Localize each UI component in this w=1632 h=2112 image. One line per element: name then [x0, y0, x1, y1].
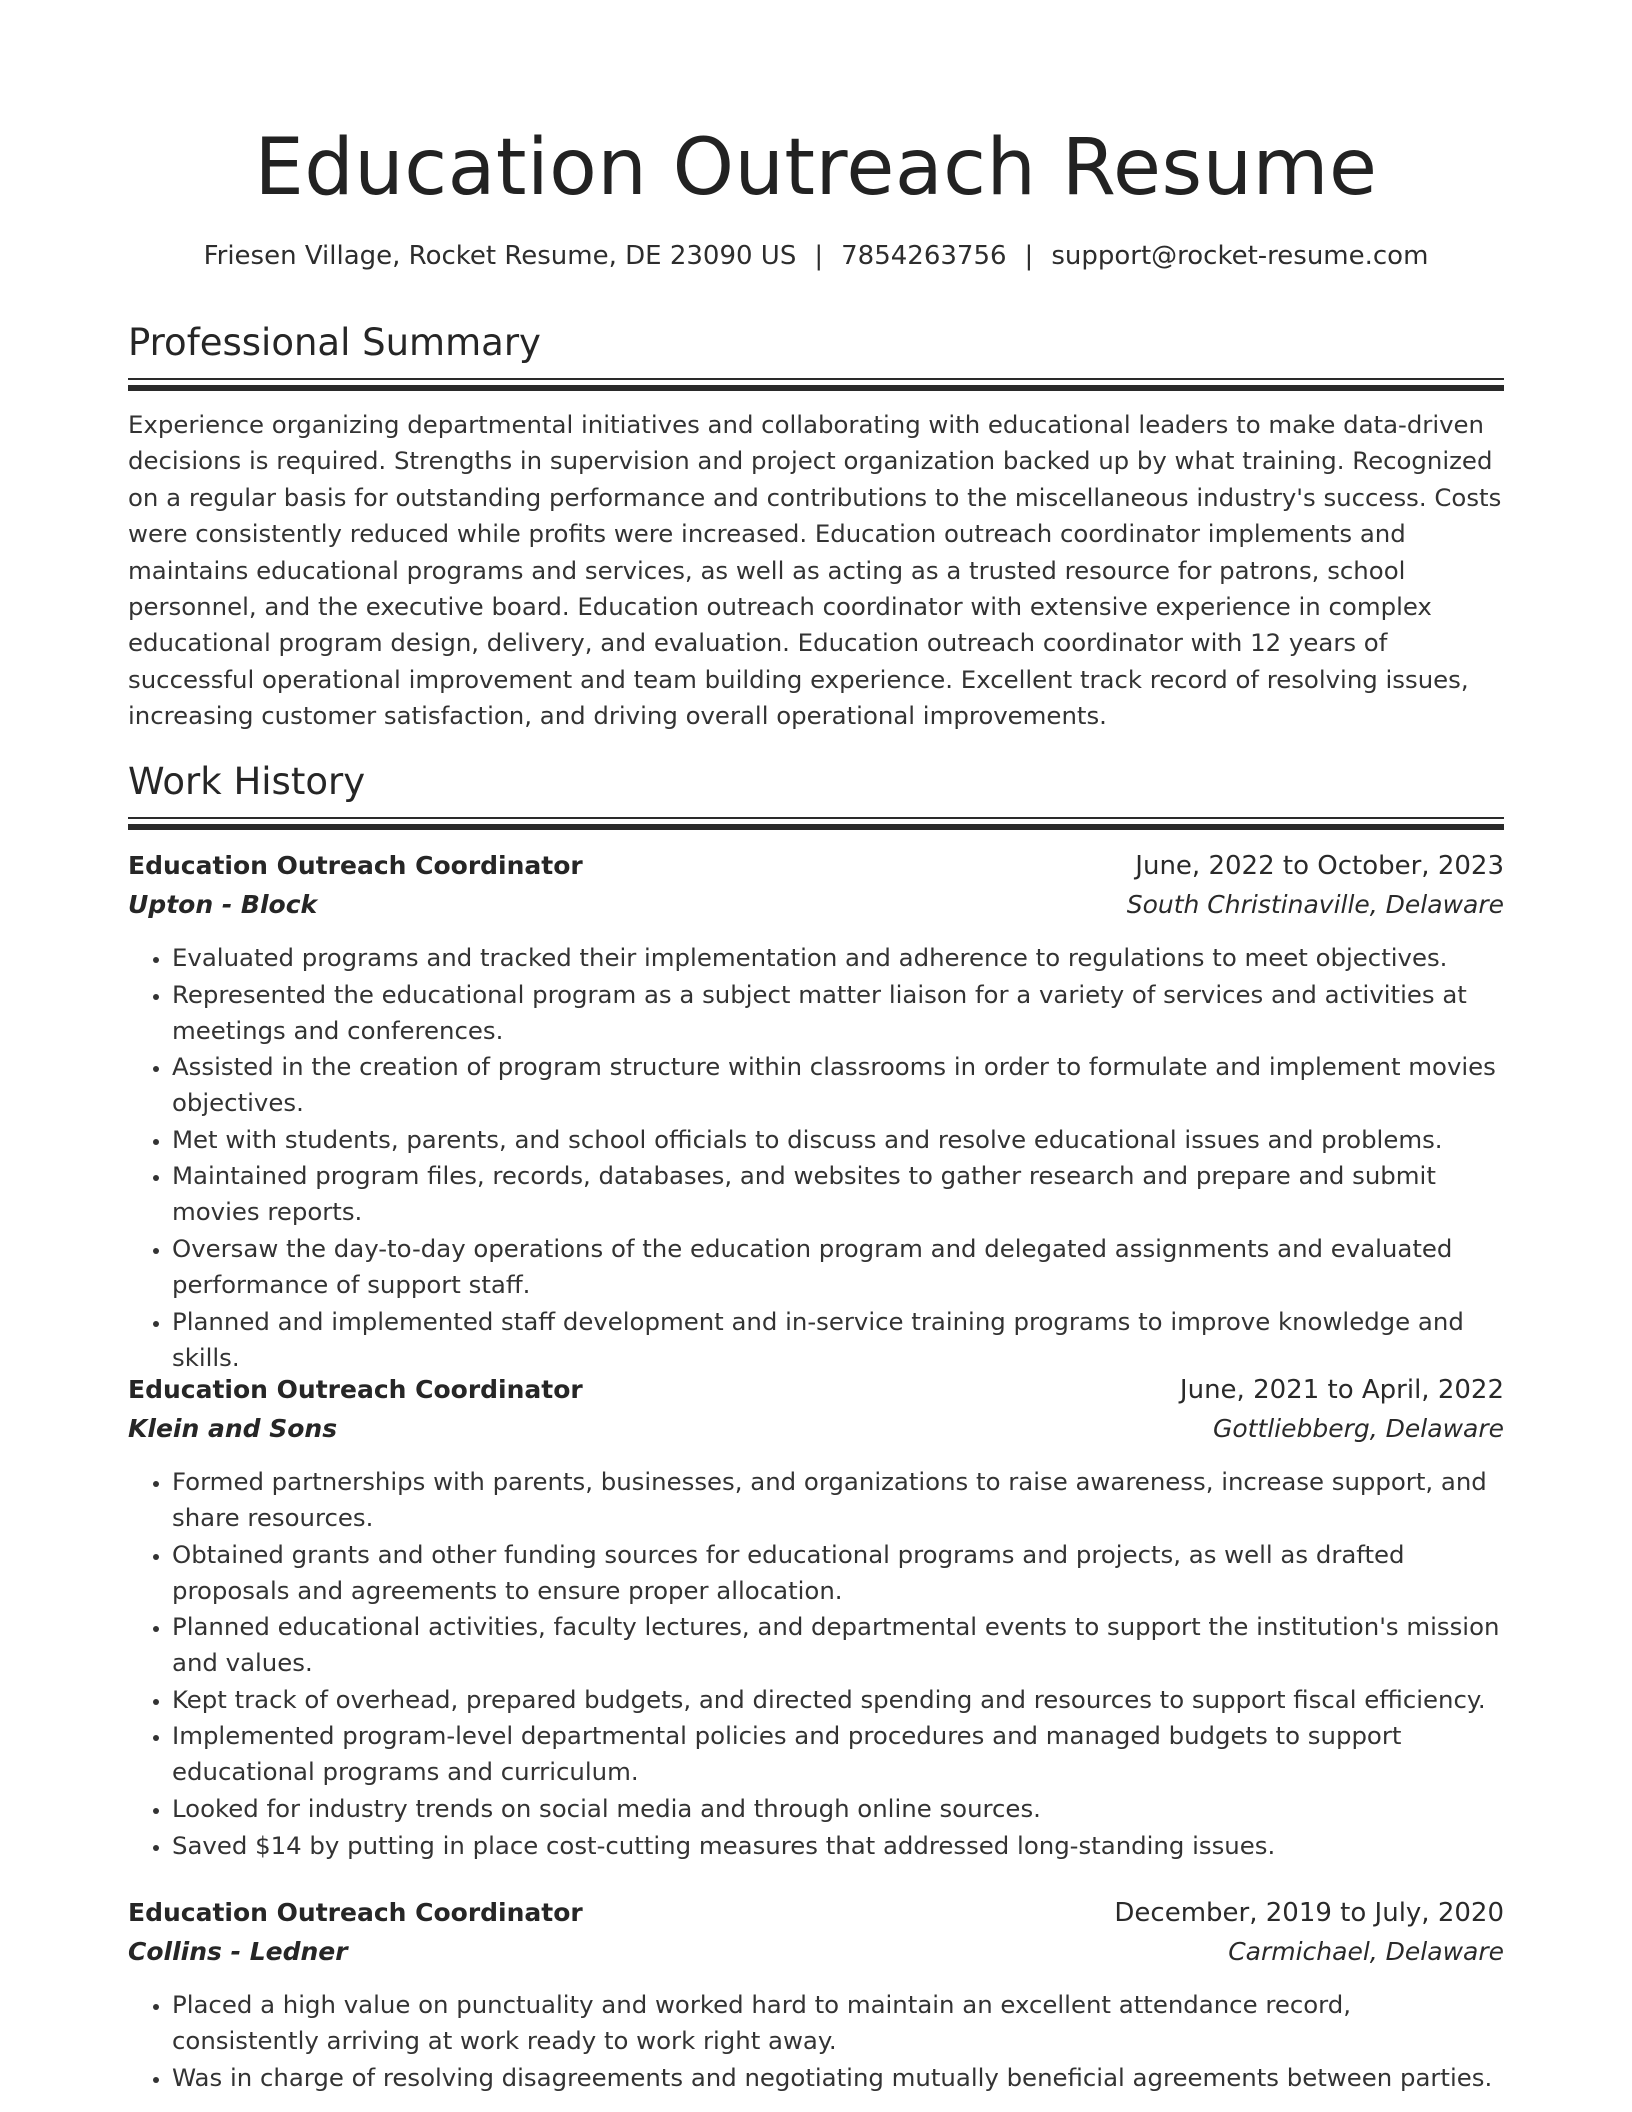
job-bullet: • Obtained grants and other funding sources for educational programs and projects, as well as drafted proposals and agreements to ensure proper allocation. [172, 1537, 1504, 1609]
job-header-row [128, 846, 1504, 886]
job-company: Collins - Ledner [128, 1937, 348, 1966]
job-bullet: • Placed a high value on punctuality and worked hard to maintain an excellent attendance record, consistently arriving at work ready to work right away. [172, 1987, 1504, 2059]
job-location: Gottliebberg, Delaware [1212, 1414, 1504, 1443]
work-history-section-header [128, 757, 1504, 807]
job-bullet: • Implemented program-level departmental policies and procedures and managed budgets to support educational programs and curriculum. [172, 1718, 1504, 1790]
job-title: Education Outreach Coordinator [128, 1375, 583, 1404]
job-bullet: • Evaluated programs and tracked their implementation and adherence to regulations to meet objectives. [172, 940, 1504, 976]
job-dates: June, 2021 to April, 2022 [1179, 1375, 1504, 1405]
job-header-row [128, 1370, 1504, 1410]
job-entry [128, 1370, 1504, 1864]
job-bullet-list [128, 940, 1504, 1376]
job-bullet-list [128, 1464, 1504, 1864]
job-company-row [128, 1933, 1504, 1973]
section-heading: Work History [128, 760, 366, 803]
contact-address: Friesen Village, Rocket Resume, DE 23090 US [203, 241, 797, 271]
job-location: Carmichael, Delaware [1228, 1937, 1504, 1966]
job-location: South Christinaville, Delaware [1126, 890, 1504, 919]
job-title: Education Outreach Coordinator [128, 1898, 583, 1927]
section-divider-thick [128, 385, 1504, 391]
job-bullet: • Formed partnerships with parents, businesses, and organizations to raise awareness, increase support, and share resources. [172, 1464, 1504, 1536]
job-bullet: • Assisted in the creation of program structure within classrooms in order to formulate and implement movies objectives. [172, 1049, 1504, 1121]
contact-separator: | [1024, 241, 1034, 271]
summary-text: Experience organizing departmental initiatives and collaborating with educational leaders to make data-driven decisions is required. Strengths in supervision and project organization backed up by what training. Recognized on a regular basis for outstanding performance and contributions to the miscellaneous industry's success. Costs were consistently reduced while profits were increased. Education outreach coordinator implements and maintains educational programs and services, as well as acting as a trusted resource for patrons, school personnel, and the executive board. Education outreach coordinator with extensive experience in complex educational program design, delivery, and evaluation. Education outreach coordinator with 12 years of successful operational improvement and team building experience. Excellent track record of resolving issues, increasing customer satisfaction, and driving overall operational improvements. [128, 410, 1502, 731]
job-bullet: • Planned educational activities, faculty lectures, and departmental events to support the institution's mission and values. [172, 1609, 1504, 1681]
job-entry [128, 1893, 1504, 2096]
job-bullet: • Met with students, parents, and school officials to discuss and resolve educational issues and problems. [172, 1122, 1504, 1158]
section-divider-thin [128, 378, 1504, 380]
job-bullet: • Kept track of overhead, prepared budgets, and directed spending and resources to support fiscal efficiency. [172, 1682, 1504, 1718]
summary-section-header [128, 318, 1504, 368]
job-header-row [128, 1893, 1504, 1933]
job-bullet: • Maintained program files, records, databases, and websites to gather research and prepare and submit movies reports. [172, 1158, 1504, 1230]
job-bullet: • Planned and implemented staff development and in-service training programs to improve knowledge and skills. [172, 1304, 1504, 1376]
section-divider-thin [128, 817, 1504, 819]
job-title: Education Outreach Coordinator [128, 851, 583, 880]
contact-email: support@rocket-resume.com [1051, 241, 1429, 271]
contact-separator: | [814, 241, 824, 271]
section-divider-thick [128, 824, 1504, 830]
job-bullet: • Represented the educational program as a subject matter liaison for a variety of services and activities at meetings and conferences. [172, 977, 1504, 1049]
job-bullet: • Was in charge of resolving disagreements and negotiating mutually beneficial agreements between parties. [172, 2060, 1504, 2096]
job-dates: June, 2022 to October, 2023 [1135, 851, 1504, 881]
job-bullet: • Saved $14 by putting in place cost-cutting measures that addressed long-standing issues. [172, 1828, 1504, 1864]
job-company: Klein and Sons [128, 1414, 338, 1443]
job-dates: December, 2019 to July, 2020 [1114, 1898, 1504, 1928]
job-bullet: • Looked for industry trends on social media and through online sources. [172, 1791, 1504, 1827]
job-entry [128, 846, 1504, 1376]
contact-line [0, 238, 1632, 274]
job-bullet-list [128, 1987, 1504, 2096]
contact-phone: 7854263756 [841, 241, 1007, 271]
section-heading: Professional Summary [128, 321, 541, 364]
job-company-row [128, 1410, 1504, 1450]
job-company: Upton - Block [128, 890, 318, 919]
job-company-row [128, 886, 1504, 926]
resume-title: Education Outreach Resume [254, 123, 1378, 213]
job-bullet: • Oversaw the day-to-day operations of the education program and delegated assignments and evaluated performance of support staff. [172, 1231, 1504, 1303]
